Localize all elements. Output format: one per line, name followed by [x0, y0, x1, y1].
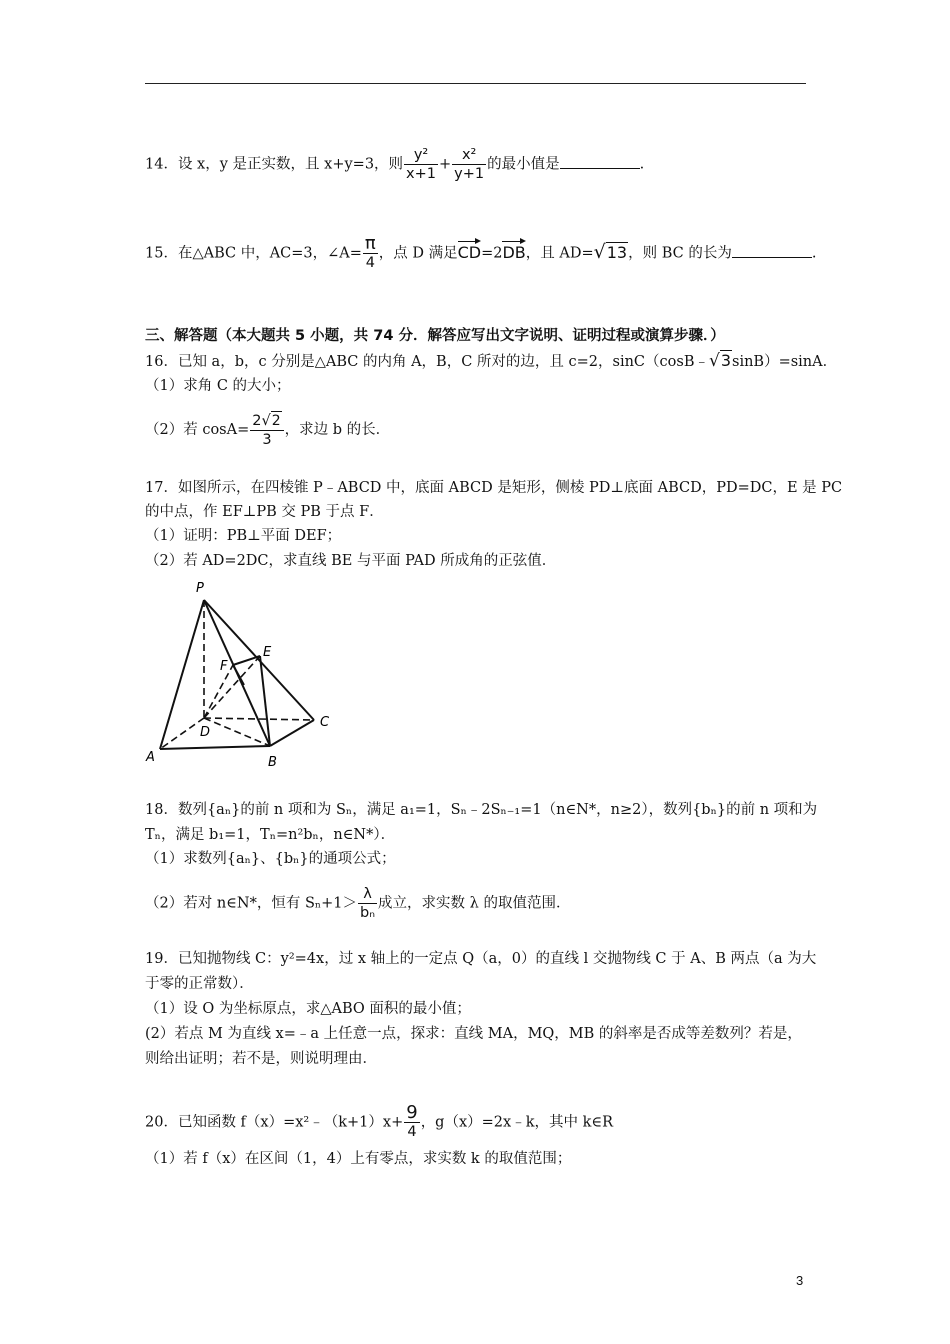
question-16: 16．已知 a，b，c 分别是△ABC 的内角 A，B，C 所对的边，且 c=2，sinC（cosB﹣√3sinB）=sinA． — [145, 351, 838, 371]
question-15: 15．在△ABC 中，AC=3，∠A= $\frac{\pi}{4}$ ，点 D 满足CD=2DB，且 AD=√13，则 BC 的长为 . — [145, 233, 817, 271]
question-14: 14．设 x，y 是正实数，且 x+y=3，则 $\frac{\text{y²}}{x+1}$ + $\frac{\text{x²}}{y+1}$ 的最小值是 . — [145, 147, 645, 182]
answer-blank — [732, 243, 812, 258]
vertex-label-f: F — [220, 659, 228, 674]
answer-blank — [560, 154, 640, 169]
question-20: 20．已知函数 f（x）=x²﹣（k+1）x+ $\frac{9}{4}$ ，g（x）=2x﹣k，其中 k∈R — [145, 1102, 614, 1140]
vertex-label-a: A — [146, 750, 155, 765]
pyramid-figure — [140, 576, 340, 770]
vertex-label-d: D — [200, 725, 211, 740]
fraction: $\frac{2√2}{3}$ — [250, 411, 283, 449]
question-17-line-1: 17．如图所示，在四棱锥 P﹣ABCD 中，底面 ABCD 是矩形，侧棱 PD⊥底面 ABCD，PD=DC，E 是 PC — [145, 480, 843, 496]
vertex-label-e: E — [263, 645, 272, 660]
sqrt: √3 — [708, 351, 731, 371]
question-19-part-2a: (2）若点 M 为直线 x=﹣a 上任意一点，探求：直线 MA，MQ，MB 的斜率是否成等差数列？若是， — [145, 1026, 802, 1042]
vertex-label-b: B — [268, 755, 277, 770]
fraction: $\frac{\text{x²}}{y+1}$ — [454, 147, 485, 182]
header-rule — [145, 83, 806, 84]
fraction: $\frac{\pi}{4}$ — [364, 233, 376, 271]
question-17-part-1: （1）证明：PB⊥平面 DEF； — [145, 528, 342, 544]
vector-cd: CD — [458, 239, 482, 263]
question-18-line-1: 18．数列{aₙ}的前 n 项和为 Sₙ，满足 a₁=1，Sₙ﹣2Sₙ₋₁=1（n∈N*，n≥2），数列{bₙ}的前 n 项和为 — [145, 802, 818, 818]
section-heading: 三、解答题（本大题共 5 小题，共 74 分．解答应写出文字说明、证明过程或演算步骤．） — [145, 328, 725, 344]
question-18-part-2: （2）若对 n∈N*，恒有 Sₙ+1＞ $\frac{\lambda}{\text{bₙ}}$ 成立，求实数 λ 的取值范围． — [145, 886, 571, 921]
question-17-part-2: （2）若 AD=2DC，求直线 BE 与平面 PAD 所成角的正弦值． — [145, 553, 557, 569]
question-19-part-2b: 则给出证明；若不是，则说明理由． — [145, 1051, 377, 1067]
page-number: 3 — [796, 1273, 804, 1288]
vertex-label-c: C — [320, 715, 330, 730]
question-18-part-1: （1）求数列{aₙ}、{bₙ}的通项公式； — [145, 851, 396, 867]
vertex-label-p: P — [196, 581, 204, 596]
fraction: $\frac{9}{4}$ — [406, 1102, 418, 1140]
fraction: $\frac{\text{y²}}{x+1}$ — [406, 147, 437, 182]
vector-db: DB — [502, 239, 525, 263]
sqrt: √13 — [593, 240, 628, 263]
question-19-line-2: 于零的正常数）． — [145, 976, 254, 992]
question-18-line-2: Tₙ，满足 b₁=1，Tₙ=n²bₙ，n∈N*）． — [145, 827, 396, 843]
question-19-line-1: 19．已知抛物线 C：y²=4x，过 x 轴上的一定点 Q（a，0）的直线 l 交抛物线 C 于 A、B 两点（a 为大 — [145, 951, 817, 967]
question-16-part-2: （2）若 cosA= $\frac{2√2}{3}$ ，求边 b 的长． — [145, 413, 391, 448]
question-16-part-1: （1）求角 C 的大小； — [145, 378, 291, 394]
question-19-part-1: （1）设 O 为坐标原点，求△ABO 面积的最小值； — [145, 1001, 471, 1017]
question-20-part-1: （1）若 f（x）在区间（1，4）上有零点，求实数 k 的取值范围； — [145, 1151, 572, 1167]
fraction: $\frac{\lambda}{\text{bₙ}}$ — [360, 886, 376, 921]
question-17-line-2: 的中点，作 EF⊥PB 交 PB 于点 F． — [145, 504, 384, 520]
